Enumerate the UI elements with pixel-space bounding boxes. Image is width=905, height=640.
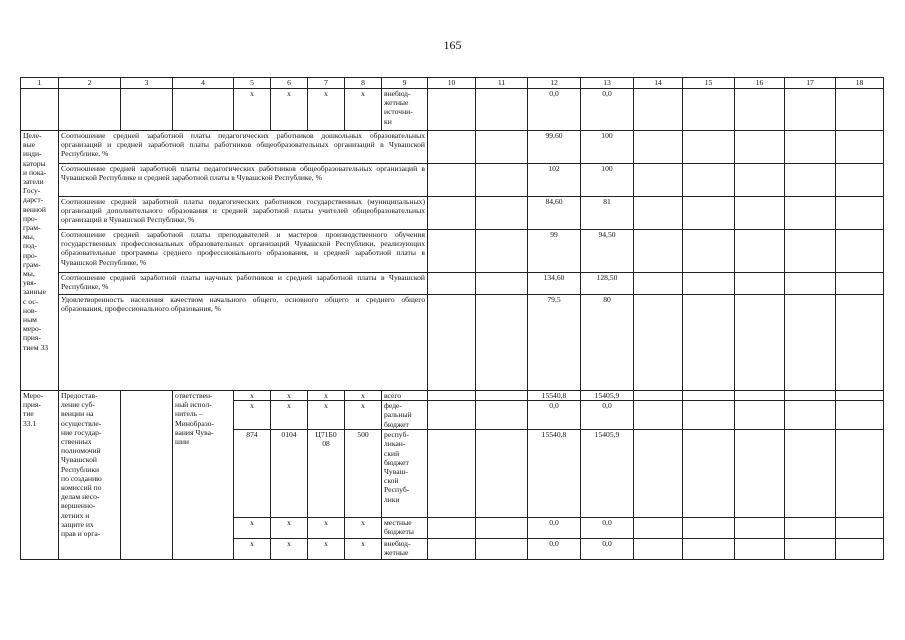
cell: х <box>271 89 308 131</box>
page-number: 165 <box>443 38 462 52</box>
indicator-text: Соотношение средней заработной платы преподавателей и мастеров производственного обучения государственных профессиональных образовательных организаций Чувашской Республики, реализующих образовательные программы среднего профессионального образования, и средней заработной платы в Чувашской Республике, % <box>59 230 428 273</box>
cell: 79,5 <box>528 295 581 391</box>
cell: 134,60 <box>528 273 581 295</box>
header-cell: 8 <box>345 78 382 89</box>
cell: внебюд- жетные источни- ки <box>382 89 428 131</box>
header-cell: 7 <box>308 78 345 89</box>
table-row <box>21 89 884 131</box>
header-cell: 18 <box>836 78 884 89</box>
indicator-row <box>21 131 884 164</box>
indicator-text: Удовлетворенность населения качеством начального общего, основного общего и среднего общего образования, профессионального образования, % <box>59 295 428 391</box>
cell: 0,0 <box>581 89 634 131</box>
indicator-text: Соотношение средней заработной платы научных работников и средней заработной платы в Чувашской Республике, % <box>59 273 428 295</box>
header-cell: 17 <box>785 78 836 89</box>
cell: х <box>271 391 308 401</box>
header-cell: 6 <box>271 78 308 89</box>
cell: х <box>234 401 271 430</box>
cell: феде- ральный бюджет <box>382 401 428 430</box>
cell: 0104 <box>271 430 308 518</box>
cell: 15405,9 <box>581 430 634 518</box>
cell: х <box>308 89 345 131</box>
cell: х <box>234 539 271 560</box>
cell: 0,0 <box>581 539 634 560</box>
cell: х <box>345 391 382 401</box>
cell: 94,50 <box>581 230 634 273</box>
cell: 0,0 <box>581 518 634 539</box>
header-cell: 14 <box>634 78 683 89</box>
cell: х <box>234 391 271 401</box>
header-cell: 15 <box>683 78 735 89</box>
cell: 99,60 <box>528 131 581 164</box>
header-cell: 4 <box>173 78 234 89</box>
cell: внебюд- жетные <box>382 539 428 560</box>
indicators-label: Целе- вые инди- каторы и пока- затели Госу- дарст- венной про- грам- мы, под- про- грам- мы, увя- занные с ос- нов- ным меро- прия- тием 33 <box>21 131 59 391</box>
cell: 81 <box>581 197 634 230</box>
cell: 500 <box>345 430 382 518</box>
header-cell: 12 <box>528 78 581 89</box>
indicator-text: Соотношение средней заработной платы педагогических работников общеобразовательных организаций в Чувашской Республике и средней заработной платы в Чувашской Республике, % <box>59 164 428 197</box>
header-cell: 1 <box>21 78 59 89</box>
cell: х <box>345 89 382 131</box>
header-cell: 10 <box>428 78 476 89</box>
header-cell: 13 <box>581 78 634 89</box>
cell: х <box>345 539 382 560</box>
cell: х <box>271 401 308 430</box>
measure-row <box>21 391 884 401</box>
indicator-text: Соотношение средней заработной платы педагогических работников государственных (муниципальных) организаций дополнительного образования и средней заработной платы учителей общеобразовательных организаций в Чувашской Республике, % <box>59 197 428 230</box>
cell: х <box>271 518 308 539</box>
cell: х <box>308 518 345 539</box>
indicator-row <box>21 197 884 230</box>
cell: 0,0 <box>528 539 581 560</box>
header-cell: 3 <box>121 78 173 89</box>
cell: 80 <box>581 295 634 391</box>
indicator-text: Соотношение средней заработной платы педагогических работников дошкольных образовательных организаций и средней заработной платы работников общеобразовательных организаций в Чувашской Республике, % <box>59 131 428 164</box>
header-cell: 2 <box>59 78 121 89</box>
cell: х <box>308 539 345 560</box>
cell: х <box>308 391 345 401</box>
indicator-row <box>21 273 884 295</box>
cell: 84,60 <box>528 197 581 230</box>
measure-title: Предостав- ление суб- венции на осуществле- ние государ- ственных полномочий Чувашской Республики по созданию комиссий по делам несо- вершенно- летних и защите их прав и орга- <box>59 391 121 560</box>
cell: х <box>308 401 345 430</box>
cell: 0,0 <box>528 89 581 131</box>
cell: 15405,9 <box>581 391 634 401</box>
cell: 0,0 <box>528 401 581 430</box>
cell: 874 <box>234 430 271 518</box>
cell: х <box>345 518 382 539</box>
cell: 15540,8 <box>528 391 581 401</box>
cell: местные бюджеты <box>382 518 428 539</box>
measure-number: Меро- прия- тие 33.1 <box>21 391 59 560</box>
cell: 100 <box>581 164 634 197</box>
indicator-row <box>21 230 884 273</box>
cell: Ц71Б0 08 <box>308 430 345 518</box>
cell: респуб- ликан- ский бюджет Чуваш- ской Респуб- лики <box>382 430 428 518</box>
cell: всего <box>382 391 428 401</box>
cell: х <box>345 401 382 430</box>
cell: х <box>234 518 271 539</box>
cell: 0,0 <box>528 518 581 539</box>
budget-table <box>20 77 884 560</box>
cell: 0,0 <box>581 401 634 430</box>
indicator-row <box>21 164 884 197</box>
cell: 99 <box>528 230 581 273</box>
header-row <box>21 78 884 89</box>
cell: 102 <box>528 164 581 197</box>
cell: х <box>234 89 271 131</box>
indicator-row <box>21 295 884 391</box>
cell: х <box>271 539 308 560</box>
measure-executor: ответствен- ный испол- нитель – Минобразо- вания Чува- шии <box>173 391 234 560</box>
header-cell: 5 <box>234 78 271 89</box>
cell: 100 <box>581 131 634 164</box>
header-cell: 16 <box>735 78 785 89</box>
header-cell: 9 <box>382 78 428 89</box>
header-cell: 11 <box>476 78 528 89</box>
cell: 15540,8 <box>528 430 581 518</box>
cell: 128,50 <box>581 273 634 295</box>
